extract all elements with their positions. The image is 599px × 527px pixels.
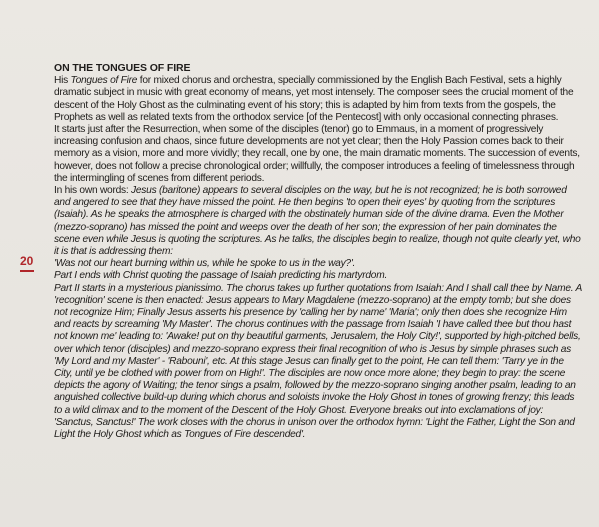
paragraph-quote-emmaus: 'Was not our heart burning within us, while he spoke to us in the way?'.	[54, 258, 356, 270]
paragraph-part-two: Part II starts in a mysterious pianissimo. The chorus takes up further quotations from Isaiah: And I shall call thee by Name. A 'recognition' scene is then enacted: Jesus appears to Mary Magdalene (mezzo-soprano) at the empty tomb; but she does not recognize Him; Finally Jesus asserts his presence by 'calling her by name' 'Maria'; only then does she recognize Him and reacts by screaming 'My Master'. The chorus continues with the passage from Isaiah 'I have called thee but thou hast not known me' leading to: 'Awake! put on thy beautiful garments, Jerusalem, the Holy City!', supported by high-pitched bells, over which tenor (disciples) and mezzo-soprano express their final recognition of who is Jesus by simple phrases such as 'My Lord and my Master' - 'Rabouni', etc. At this stage Jesus can finally get to the point, He can tell them: 'Tarry ye in the City, until ye be clothed with power from on High!'. The disciples are now once more alone; they begin to pray: the scene depicts the agony of Waiting; the tenor sings a psalm, followed by the mezzo-soprano singing another psalm, leading to an anguished collective build-up during which chorus and soloists invoke the Holy Ghost in tones of growing frenzy; this leads to a wild climax and to the moment of the Descent of the Holy Ghost. Everyone breaks out into exclamations of joy: 'Sanctus, Sanctus!' The work closes with the chorus in unison over the orthodox hymn: 'Light the Father, Light the Son and Light the Holy Ghost which as Tongues of Fire descended'.	[54, 282, 582, 441]
paragraph-synopsis: It starts just after the Resurrection, when some of the disciples (tenor) go to Emmaus, in a moment of progressively increasing confusion and chaos, since future developments are not yet clear; then the Holy Passion comes back to their memory as a vision, more and more vividly; they recall, one by one, the main dramatic moments. The succession of events, however, does not follow a precise chronological order; willfully, the composer introduces a feeling of timelessness through the intermingling of scenes from different periods.	[54, 124, 580, 184]
paragraph-part-one-end: Part I ends with Christ quoting the passage of Isaiah predicting his martyrdom.	[54, 270, 388, 282]
paragraph-intro	[54, 75, 584, 124]
intro-lead: His	[54, 75, 71, 87]
composer-words-lead: In his own words:	[54, 185, 132, 197]
article-body	[54, 62, 584, 441]
page-number: 20	[20, 254, 34, 268]
work-title: Tongues of Fire	[70, 75, 138, 87]
article-heading: ON THE TONGUES OF FIRE	[54, 62, 191, 74]
intro-rest: for mixed chorus and orchestra, specially commissioned by the English Bach Festival, sets a highly dramatic subject in music with great economy of means, yet most intensely. The composer sees the crucial moment of the descent of the Holy Ghost as the culminating event of his story; this is adapted by him from texts from the gospels, the Prophets as well as related texts from the orthodox service [of the Pentecost] with only occasional connecting phrases.	[54, 75, 574, 123]
paragraph-composer-words	[54, 185, 584, 258]
page-number-underline	[20, 270, 34, 272]
composer-words-quote: Jesus (baritone) appears to several disciples on the way, but he is not recognized; he is both sorrowed and angered to see that they have missed the point. He then begins 'to open their eyes' by quoting from the scriptures (Isaiah). As he speaks the atmosphere is charged with the obstinately human side of the divine drama. Even the Mother (mezzo-soprano) has missed the point and weeps over the death of her son; the expression of her pain dominates the scene even while Jesus is quoting the scriptures. As he talks, the disciples begin to realize, though not quite clearly yet, who it is that is addressing them:	[54, 185, 581, 258]
